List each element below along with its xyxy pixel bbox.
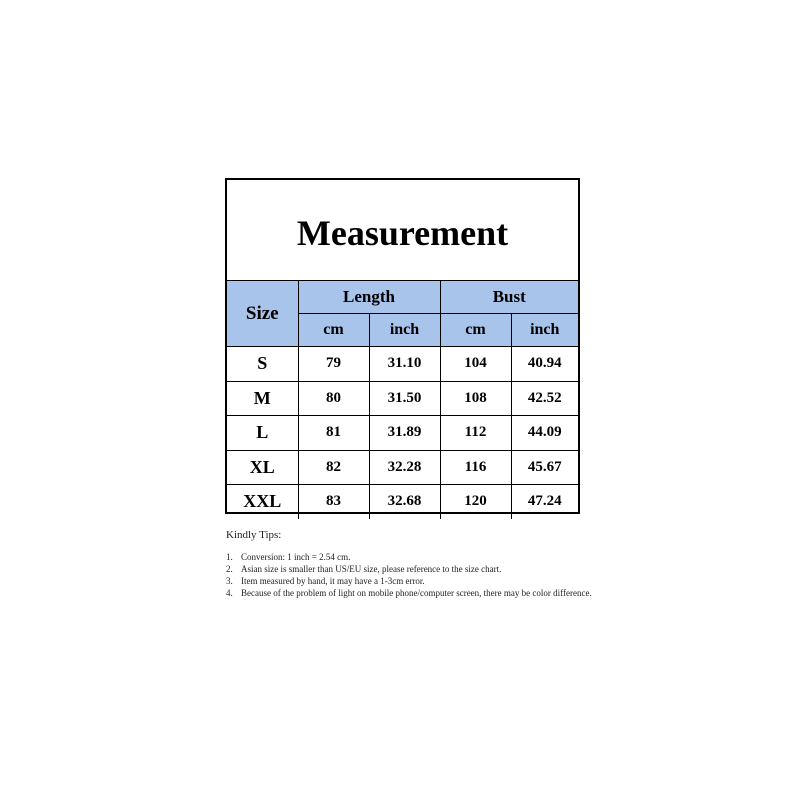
table-row [227,381,578,416]
bust-inch-cell: 47.24 [511,485,578,519]
bust-inch-cell: 44.09 [511,416,578,451]
tip-number: 3. [226,576,233,586]
length-inch-cell: 31.89 [369,416,440,451]
list-item [226,563,606,575]
bust-inch-cell: 40.94 [511,347,578,382]
bust-cm-cell: 104 [440,347,511,382]
length-inch-header: inch [369,314,440,347]
size-chart [225,178,580,514]
length-inch-cell: 32.28 [369,450,440,485]
bust-inch-cell: 42.52 [511,381,578,416]
length-cm-cell: 80 [298,381,369,416]
tip-number: 4. [226,588,233,598]
tip-number: 2. [226,564,233,574]
tip-text: Item measured by hand, it may have a 1-3cm error. [241,576,425,586]
tips-list [226,551,606,599]
bust-group-header: Bust [440,281,578,314]
bust-cm-cell: 116 [440,450,511,485]
bust-cm-cell: 108 [440,381,511,416]
tip-text: Because of the problem of light on mobile phone/computer screen, there may be color difference. [241,588,592,598]
table-row [227,347,578,382]
size-cell: M [227,381,298,416]
tip-text: Asian size is smaller than US/EU size, please reference to the size chart. [241,564,502,574]
length-cm-header: cm [298,314,369,347]
length-cm-cell: 81 [298,416,369,451]
size-cell: XXL [227,485,298,519]
size-cell: S [227,347,298,382]
size-cell: L [227,416,298,451]
length-cm-cell: 82 [298,450,369,485]
list-item [226,575,606,587]
kindly-tips [226,529,606,599]
list-item [226,551,606,563]
tip-text: Conversion: 1 inch = 2.54 cm. [241,552,351,562]
bust-inch-cell: 45.67 [511,450,578,485]
length-inch-cell: 31.10 [369,347,440,382]
table-row [227,450,578,485]
size-table [227,281,578,519]
length-group-header: Length [298,281,440,314]
bust-cm-cell: 120 [440,485,511,519]
size-column-header: Size [227,281,298,347]
bust-cm-cell: 112 [440,416,511,451]
table-row [227,416,578,451]
list-item [226,587,606,599]
length-inch-cell: 32.68 [369,485,440,519]
tips-heading: Kindly Tips: [226,529,282,541]
bust-cm-header: cm [440,314,511,347]
chart-title: Measurement [296,213,509,253]
length-cm-cell: 79 [298,347,369,382]
length-inch-cell: 31.50 [369,381,440,416]
table-row [227,485,578,519]
title-area [227,180,578,281]
size-cell: XL [227,450,298,485]
bust-inch-header: inch [511,314,578,347]
length-cm-cell: 83 [298,485,369,519]
tip-number: 1. [226,552,233,562]
